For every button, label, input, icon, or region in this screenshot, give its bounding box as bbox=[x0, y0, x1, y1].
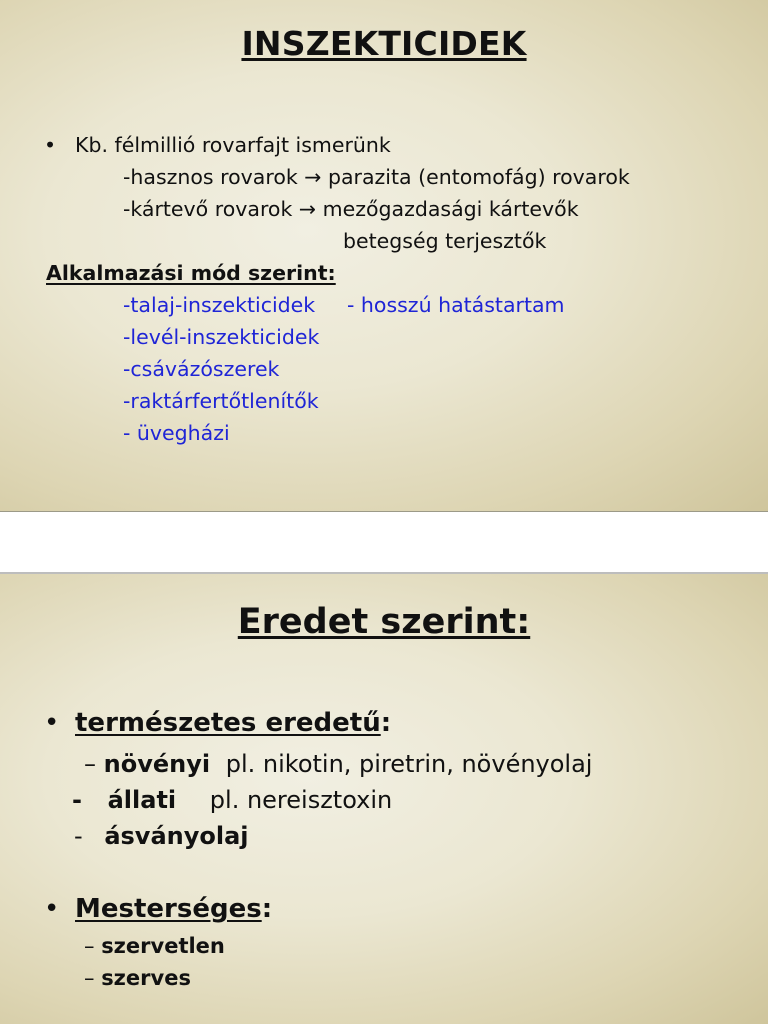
synthetic-heading bbox=[75, 894, 272, 924]
heading-colon: : bbox=[380, 708, 392, 738]
synthetic-item-label: szervetlen bbox=[101, 934, 225, 958]
bullet-icon: • bbox=[44, 708, 60, 738]
slide-title: INSZEKTICIDEK bbox=[241, 24, 527, 63]
dash: – bbox=[84, 934, 95, 958]
animal-label: állati bbox=[107, 786, 177, 814]
heading-colon: : bbox=[261, 894, 273, 924]
useful-insects-detail: parazita (entomofág) rovarok bbox=[327, 165, 630, 189]
application-item: -talaj-inszekticidek bbox=[123, 293, 316, 317]
plant-label: növényi bbox=[103, 750, 211, 778]
arrow-right-icon: → bbox=[298, 197, 317, 221]
application-item: -levél-inszekticidek bbox=[123, 325, 320, 349]
synthetic-label: Mesterséges bbox=[75, 894, 262, 924]
natural-origin-label: természetes eredetű bbox=[75, 708, 381, 738]
pest-insects-line bbox=[123, 197, 579, 221]
arrow-right-icon: → bbox=[304, 165, 322, 189]
slide-eredet-szerint bbox=[0, 574, 768, 1024]
pest-insects-label: -kártevő rovarok bbox=[123, 197, 293, 221]
slide-title bbox=[0, 602, 768, 642]
slide-gap bbox=[0, 512, 768, 574]
intro-line: Kb. félmillió rovarfajt ismerünk bbox=[75, 133, 391, 157]
useful-insects-line bbox=[123, 165, 630, 189]
synthetic-item-label: szerves bbox=[101, 966, 191, 990]
application-item: - üvegházi bbox=[123, 421, 230, 445]
application-heading: Alkalmazási mód szerint: bbox=[46, 261, 336, 285]
mineral-label: ásványolaj bbox=[104, 822, 249, 850]
dash: - bbox=[74, 822, 83, 850]
pest-insects-detail: mezőgazdasági kártevők bbox=[322, 197, 579, 221]
dash: – bbox=[84, 966, 95, 990]
plant-origin-line bbox=[84, 750, 592, 778]
plant-examples: pl. nikotin, piretrin, növényolaj bbox=[225, 750, 593, 778]
useful-insects-label: -hasznos rovarok bbox=[123, 165, 298, 189]
dash: - bbox=[72, 786, 82, 814]
natural-origin-heading bbox=[75, 708, 391, 738]
slide-title-text: Eredet szerint: bbox=[237, 602, 531, 642]
synthetic-item bbox=[84, 934, 225, 958]
long-duration-note: - hosszú hatástartam bbox=[347, 293, 565, 317]
animal-examples: pl. nereisztoxin bbox=[209, 786, 393, 814]
animal-origin-line bbox=[72, 786, 392, 814]
disease-vectors-line: betegség terjesztők bbox=[343, 229, 547, 253]
dash: – bbox=[84, 750, 96, 778]
synthetic-item bbox=[84, 966, 191, 990]
application-item: -raktárfertőtlenítők bbox=[123, 389, 319, 413]
bullet-icon: • bbox=[44, 133, 57, 157]
application-item: -csávázószerek bbox=[123, 357, 280, 381]
mineral-origin-line bbox=[74, 822, 249, 850]
bullet-icon: • bbox=[44, 894, 60, 924]
